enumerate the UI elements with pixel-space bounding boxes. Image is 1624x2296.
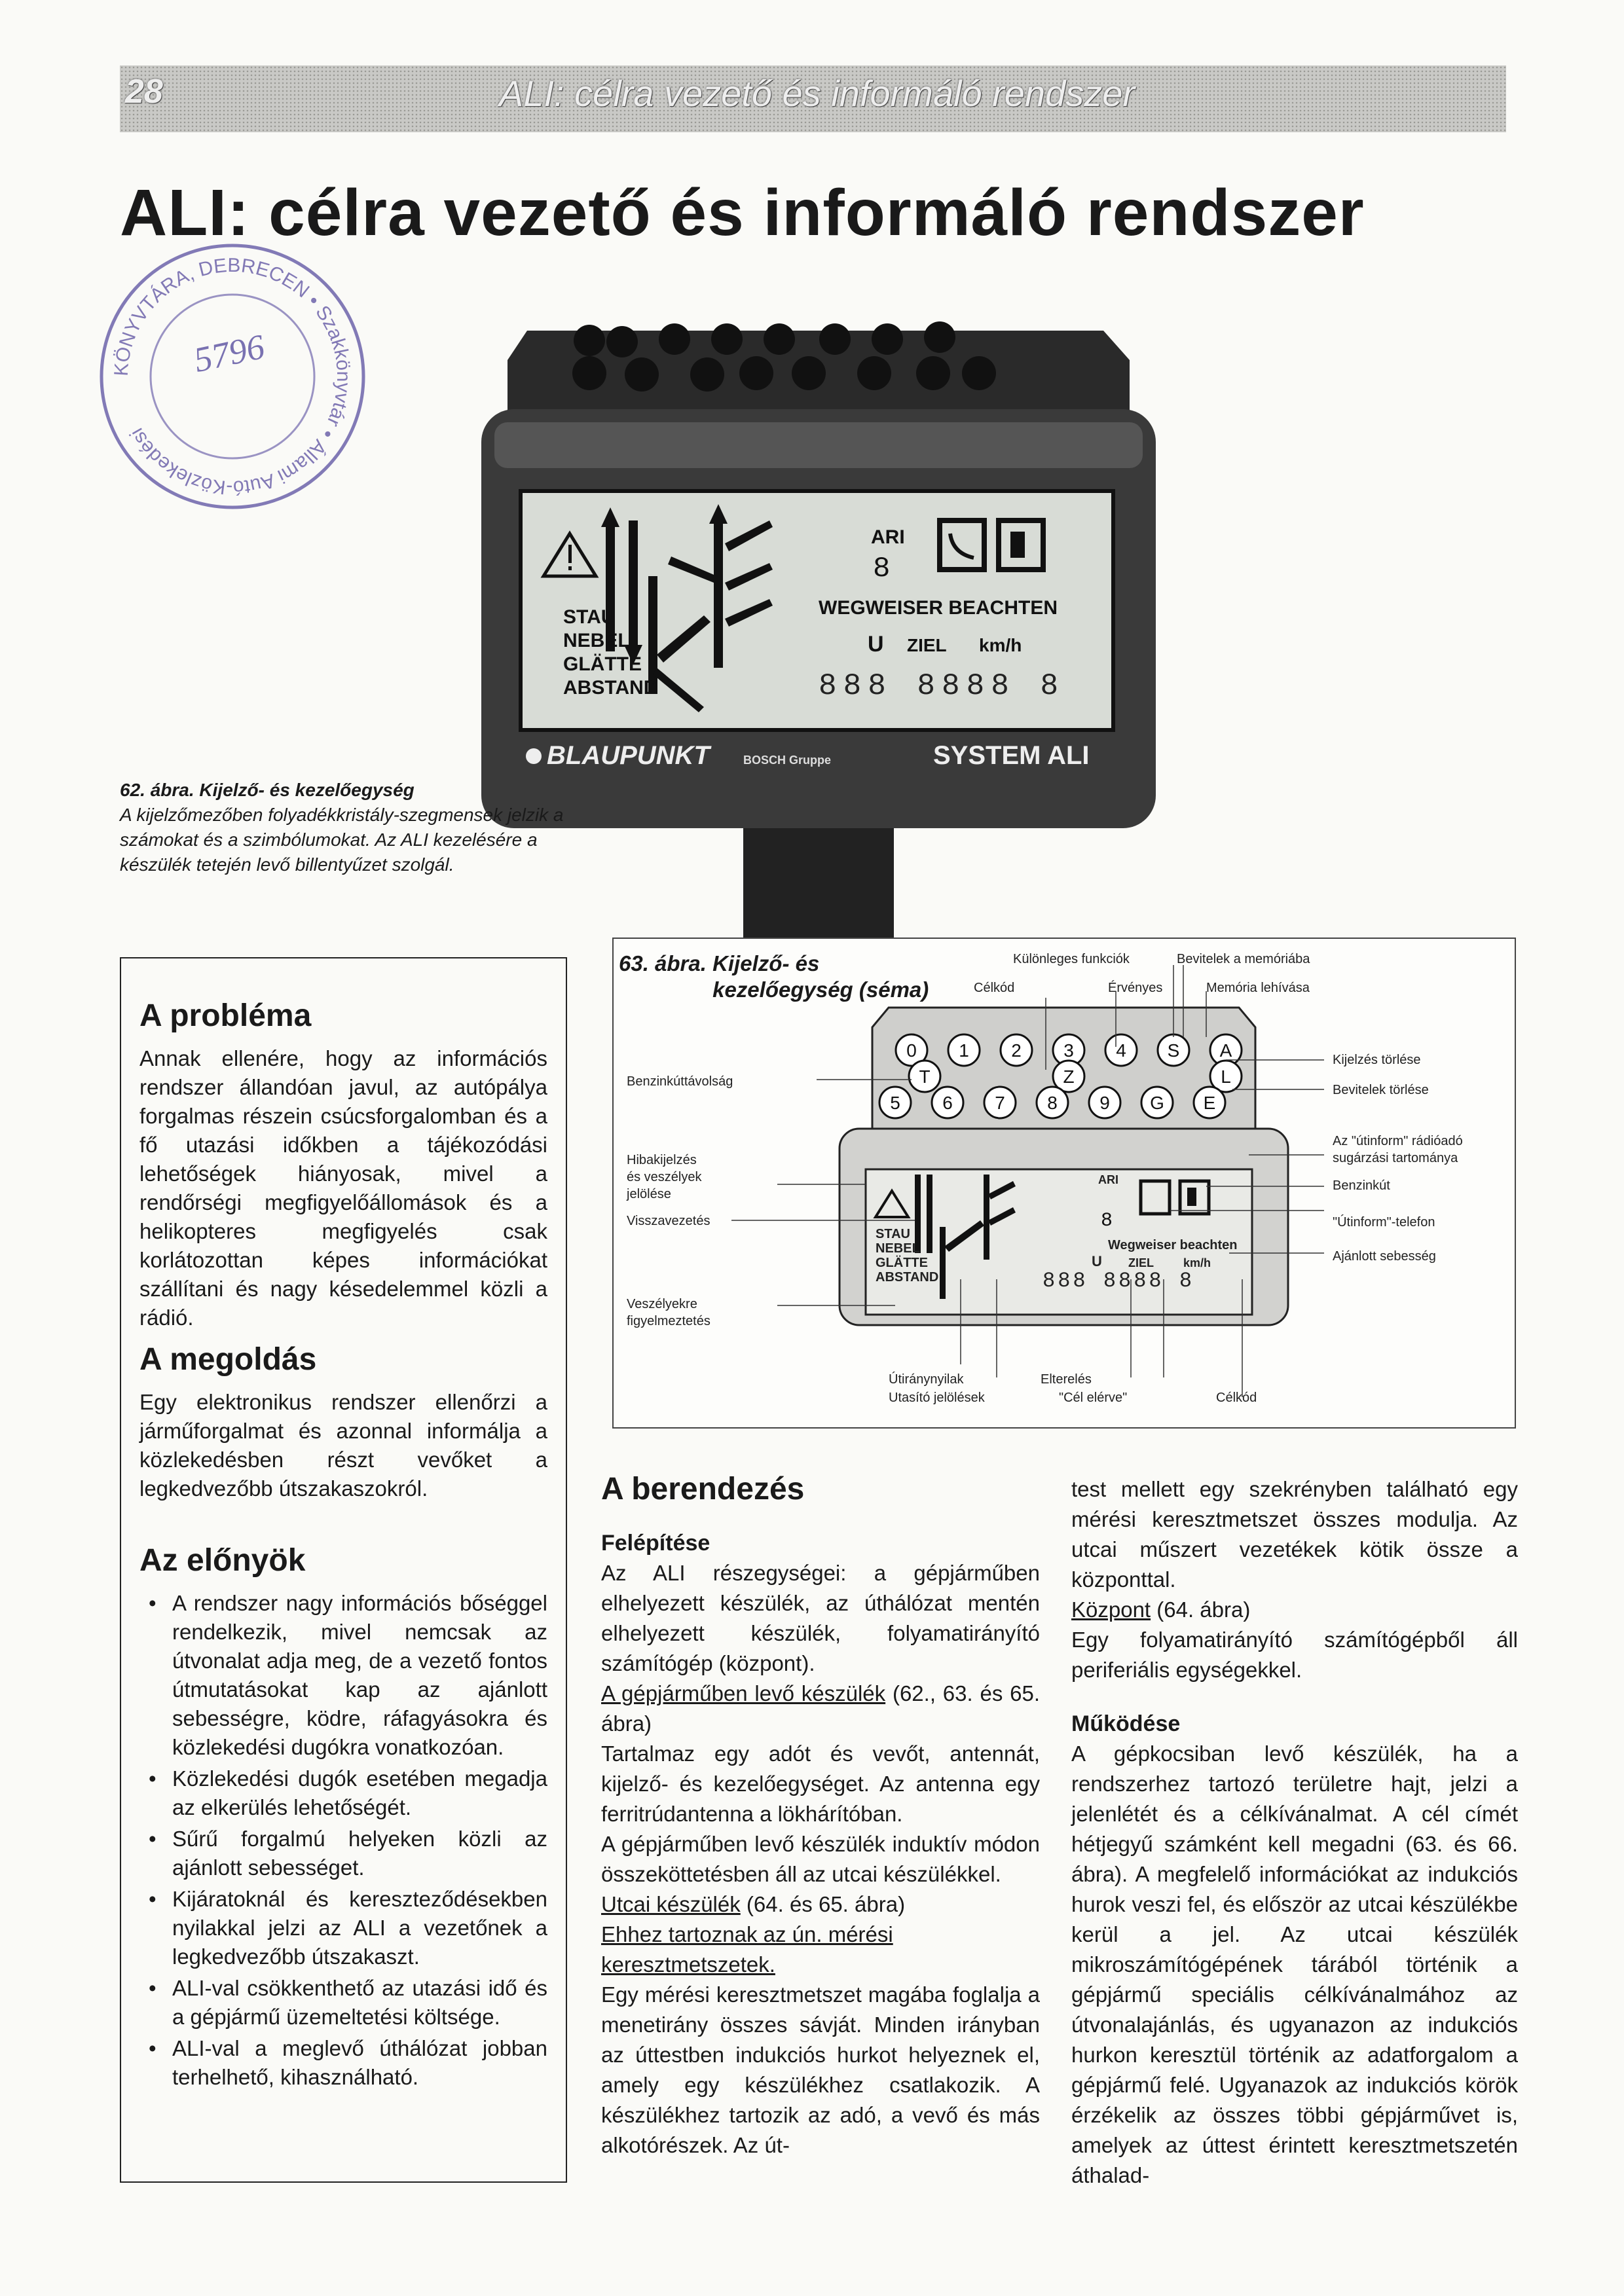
advantage-item: • Kijáratoknál és kereszteződésekben nyilakkal jelzi az ALI a vezetőnek a legkedvezőbb útszakaszt. (172, 1885, 547, 1971)
label-ervenyes: Érvényes (1108, 981, 1163, 995)
label-veszelyekre (627, 1296, 710, 1330)
lcd-warn-abstand: ABSTAND (563, 677, 658, 699)
label-veszelyekre-line2: figyelmeztetés (627, 1314, 710, 1328)
sch-lcd-ziel: ZIEL (1128, 1256, 1154, 1269)
lcd-wegweiser: WEGWEISER BEACHTEN (819, 597, 1058, 619)
key-t: T (919, 1066, 931, 1087)
lcd-warn-stau: STAU (563, 606, 616, 628)
right-p3: Egy folyamatirányító számítógépből áll periferiális egységekkel. (1071, 1628, 1518, 1682)
label-utinform-telefon: "Útinform"-telefon (1333, 1215, 1435, 1230)
label-utiranynyilak: Útiránynyilak (889, 1372, 964, 1387)
key-3: 3 (1063, 1040, 1074, 1061)
advantages-list (139, 1589, 547, 2092)
blaupunkt-display-unit (481, 301, 1156, 946)
advantage-item: • Sűrű forgalmú helyeken közli az ajánlott sebességet. (172, 1825, 547, 1882)
equipment-p1: Az ALI részegységei: a gépjárműben elhelyezett készülék, az úthálózat mentén elhelyezett készülék, folyamatirányító számítógép (központ). (601, 1561, 1040, 1675)
lcd-ari: ARI (871, 526, 905, 548)
lcd-kmh: km/h (979, 635, 1022, 655)
right-p2-link: Központ (1071, 1597, 1151, 1622)
figure-63-label: 63. ábra. (619, 951, 707, 975)
advantages-heading: Az előnyök (139, 1543, 306, 1578)
advantage-item: • A rendszer nagy információs bőséggel rendelkezik, mivel nemcsak az útvonalat adja meg, de a vezető fontos útmutatásokat kap az ajánlott sebességre, ködre, ráfagyásokra és közlekedési dugókra vonatkozóan. (172, 1589, 547, 1762)
sch-lcd-nebel: NEBEL (876, 1241, 920, 1256)
key-g: G (1150, 1093, 1164, 1113)
equipment-p5-ref: (64. és 65. ábra) (740, 1892, 906, 1916)
right-column (1071, 1474, 1518, 2191)
page-title: ALI: célra vezető és informáló rendszer (120, 176, 1365, 249)
sch-lcd-u: U (1092, 1253, 1102, 1269)
label-utinform-radio-line2: sugárzási tartománya (1333, 1151, 1458, 1165)
problem-heading: A probléma (139, 998, 312, 1033)
figure-62-title: Kijelző- és kezelőegység (199, 780, 415, 800)
label-kulonleges: Különleges funkciók (1013, 952, 1130, 966)
equipment-p4: A gépjárműben levő készülék induktív módon összeköttetésben áll az utcai készülékkel. (601, 1832, 1040, 1886)
summary-box (120, 957, 567, 2183)
key-l: L (1221, 1066, 1231, 1087)
key-9: 9 (1099, 1093, 1110, 1113)
key-4: 4 (1116, 1040, 1126, 1061)
label-visszavezetes: Visszavezetés (627, 1214, 710, 1228)
label-benzinkuttavolsag: Benzinkúttávolság (627, 1074, 733, 1089)
lcd-u: U (868, 632, 884, 657)
label-celkod-bottom: Célkód (1216, 1391, 1257, 1405)
equipment-p2-link: A gépjárműben levő készülék (601, 1681, 886, 1705)
label-hibakijelzes-line2: és veszélyek (627, 1170, 702, 1184)
label-utinform-radio-line1: Az "útinform" rádióadó (1333, 1134, 1463, 1148)
equipment-p5 (601, 1889, 1040, 1920)
figure-63-title: Kijelző- és kezelőegység (séma) (712, 951, 929, 1002)
label-benzinkut: Benzinkút (1333, 1178, 1390, 1193)
sch-lcd-glatte: GLÄTTE (876, 1256, 928, 1270)
label-elterel: Elterelés (1041, 1372, 1092, 1387)
equipment-p5-link: Utcai készülék (601, 1892, 741, 1916)
key-8: 8 (1047, 1093, 1058, 1113)
sch-lcd-abstand: ABSTAND (876, 1270, 939, 1285)
figure-63-schematic (612, 938, 1516, 1429)
label-celkod-top: Célkód (974, 981, 1015, 995)
sch-lcd-kmh: km/h (1183, 1256, 1211, 1269)
key-s: S (1167, 1040, 1180, 1061)
equipment-p2-ref: (62., 63. és 65. ábra) (601, 1681, 1040, 1736)
right-p1: test mellett egy szekrényben található egy mérési keresztmetszet összes modulja. Az utcai műszert vezetékek kötik össze a központtal. (1071, 1477, 1518, 1592)
stamp-ring-text: KÖNYVTÁRA, DEBRECEN • Szakkönyvtár • Állami Autó-Közlekedési (110, 254, 355, 499)
key-e: E (1203, 1093, 1216, 1113)
label-kijelzes-torlese: Kijelzés törlése (1333, 1053, 1421, 1067)
key-1: 1 (959, 1040, 969, 1061)
brand-system-ali: SYSTEM ALI (933, 741, 1090, 770)
right-p2-ref: (64. ábra) (1151, 1597, 1251, 1622)
stamp-number: 5796 (190, 326, 268, 380)
equipment-p7: Egy mérési keresztmetszet magába foglalja a menetirány összes sávját. Minden irányban az úttestben indukciós hurkot helyeznek el, amely egy készülékhez csatlakozik. A készülékhez tartozik az adó, a vevő és más alkotórészek. Az út- (601, 1982, 1040, 2157)
svg-text:8: 8 (873, 553, 891, 585)
key-2: 2 (1011, 1040, 1022, 1061)
solution-text: Egy elektronikus rendszer ellenőrzi a járműforgalmat és azonnal informálja a közlekedésben részt vevőket a legkedvezőbb útszakaszokról. (139, 1390, 547, 1501)
solution-heading: A megoldás (139, 1342, 317, 1377)
figure-62-label: 62. ábra. (120, 780, 194, 800)
sch-lcd-digits: 888 8888 8 (1043, 1269, 1195, 1293)
equipment-p3: Tartalmaz egy adót és vevőt, antennát, kijelző- és kezelőegységet. Az antenna egy ferritrúdantenna a lökhárítóban. (601, 1741, 1040, 1826)
equipment-column (601, 1474, 1040, 2160)
label-bevitelek-torlese: Bevitelek törlése (1333, 1083, 1429, 1097)
key-5: 5 (890, 1093, 900, 1113)
lcd-warn-glatte: GLÄTTE (563, 653, 642, 675)
brand-bosch: BOSCH Gruppe (743, 754, 832, 767)
sch-lcd-wegweiser: Wegweiser beachten (1108, 1238, 1238, 1252)
label-utinform-radio (1333, 1133, 1463, 1167)
lcd-digits: 888 8888 8 (819, 669, 1065, 703)
brand-blaupunkt: BLAUPUNKT (547, 741, 710, 770)
lcd-ziel: ZIEL (907, 635, 947, 655)
advantage-item: • Közlekedési dugók esetében megadja az elkerülés lehetőségét. (172, 1764, 547, 1822)
right-p2 (1071, 1595, 1518, 1625)
svg-text:8: 8 (1101, 1210, 1113, 1232)
label-memoria: Memória lehívása (1206, 981, 1310, 995)
label-utasito-jelolesek: Utasító jelölések (889, 1391, 985, 1405)
label-hibakijelzes (627, 1152, 702, 1203)
sch-lcd-stau: STAU (876, 1227, 910, 1241)
label-veszelyekre-line1: Veszélyekre (627, 1297, 697, 1311)
label-bevitelek-memoriaba: Bevitelek a memóriába (1177, 952, 1310, 966)
figure-62-text: A kijelzőmezőben folyadékkristály-szegmensek jelzik a számokat és a szimbólumokat. Az ALI kezelésére a készülék tetején levő billentyűzet szolgál. (120, 805, 564, 875)
key-6: 6 (942, 1093, 953, 1113)
key-7: 7 (995, 1093, 1005, 1113)
key-z: Z (1063, 1066, 1075, 1087)
advantage-item: • ALI-val a meglevő úthálózat jobban terhelhető, kihasználható. (172, 2034, 547, 2092)
lcd-warn-nebel: NEBEL (563, 630, 630, 651)
problem-text: Annak ellenére, hogy az információs rendszer állandóan javul, az autópálya forgalmas részein csúcsforgalomban és a fő utazási időkben a tájékozódási lehetőségek hiányosak, mivel a rendőrségi megfigyelőállomások és a helikopteres megfigyelés csak korlátozottan képes információkat szállítani és nagy késedelemmel közli a rádió. (139, 1046, 547, 1330)
sch-lcd-ari: ARI (1098, 1173, 1118, 1186)
label-hibakijelzes-line1: Hibakijelzés (627, 1153, 697, 1167)
equipment-p6: Ehhez tartoznak az ún. mérési keresztmetszetek. (601, 1922, 893, 1977)
label-cel-elerve: "Cél elérve" (1059, 1391, 1128, 1405)
svg-text:KÖNYVTÁRA, DEBRECEN • Szakköny (111, 255, 354, 498)
equipment-heading: A berendezés (601, 1472, 805, 1506)
right-p4: A gépkocsiban levő készülék, ha a rendszerhez tartozó területre hajt, jelzi a jelenlétét és a célkívánalmat. A cél címét hétjegyű számként kell megadni (63. és 66. ábra). A megfelelő információkat az indukciós hurok veszi fel, és először az utcai készülékbe kerül a jel. Az utcai készülék mikroszámítógépének tárából történik a gépjármű speciális célkívánalmához az útvonalajánlás, és ugyanazon az indukciós hurkon keresztül történik az adatforgalom a gépjármű felé. Ugyanazok az indukciós körök érzékelik az összes többi gépjárművet is, amelyek az úttest érintett keresztmetszetén áthalad- (1071, 1741, 1518, 2187)
label-hibakijelzes-line3: jelölése (627, 1187, 671, 1201)
page-number: 28 (125, 73, 163, 111)
equipment-sub-structure: Felépítése (601, 1531, 710, 1556)
key-0: 0 (906, 1040, 917, 1061)
operation-heading: Működése (1071, 1711, 1181, 1736)
running-title: ALI: célra vezető és informáló rendszer (499, 73, 1135, 114)
figure-62-caption (120, 778, 578, 877)
equipment-p2 (601, 1679, 1040, 1739)
label-ajanlott-sebesseg: Ajánlott sebesség (1333, 1249, 1436, 1264)
key-a: A (1219, 1040, 1232, 1061)
library-stamp (92, 236, 373, 517)
advantage-item: • ALI-val csökkenthető az utazási idő és a gépjármű üzemeltetési költsége. (172, 1974, 547, 2032)
